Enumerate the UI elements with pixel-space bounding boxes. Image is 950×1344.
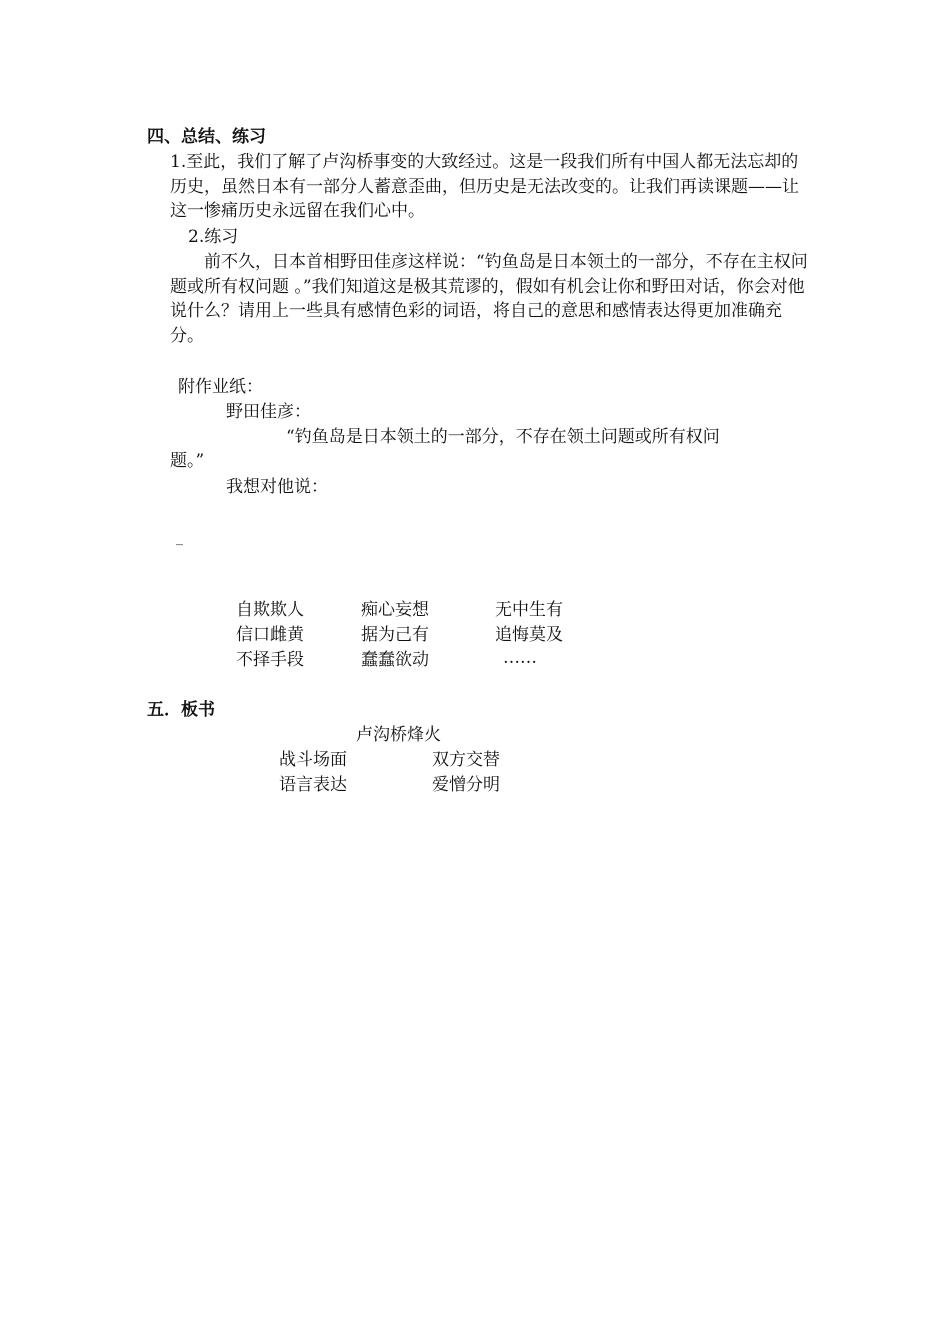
word-bank-ellipsis: …… <box>503 648 537 668</box>
answer-line-mark: _ <box>176 530 183 546</box>
word-bank-item: 蠢蠢欲动 <box>361 650 429 670</box>
board-item: 双方交替 <box>432 750 500 770</box>
word-bank-item: 自欺欺人 <box>236 600 304 620</box>
exercise-item-2-label: 2.练习 <box>188 227 239 247</box>
word-bank-item: 无中生有 <box>495 600 563 620</box>
worksheet-prompt: 我想对他说： <box>226 477 328 497</box>
exercise-item-1: 1.至此，我们了解了卢沟桥事变的大致经过。这是一段我们所有中国人都无法忘却的历史，虽然日本有一部分人蓄意歪曲，但历史是无法改变的。让我们再读课题——让这一惨痛历史永远留在我们心中。 <box>170 152 799 222</box>
section-5-heading: 五．板书 <box>147 700 215 720</box>
word-bank-item: 不择手段 <box>236 650 304 670</box>
section-4-heading: 四、总结、练习 <box>147 127 266 147</box>
word-bank-item: 追悔莫及 <box>495 625 563 645</box>
worksheet-addressee: 野田佳彦： <box>226 402 311 422</box>
board-item: 爱憎分明 <box>432 775 500 795</box>
board-title: 卢沟桥烽火 <box>356 725 441 745</box>
worksheet-title: 附作业纸： <box>178 377 263 397</box>
worksheet-quote-line-1: “钓鱼岛是日本领土的一部分，不存在领土问题或所有权问 <box>286 427 720 447</box>
board-item: 战斗场面 <box>279 750 347 770</box>
board-item: 语言表达 <box>279 775 347 795</box>
word-bank-item: 据为己有 <box>361 625 429 645</box>
word-bank-item: 痴心妄想 <box>361 600 429 620</box>
word-bank-item: 信口雌黄 <box>236 625 304 645</box>
worksheet-quote-line-2: 题。” <box>170 451 205 471</box>
exercise-item-2-text: 前不久，日本首相野田佳彦这样说：“钓鱼岛是日本领土的一部分，不存在主权问题或所有权问题 。”我们知道这是极其荒谬的，假如有机会让你和野田对话，你会对他说什么？请用上一些具有感情色彩的词语，将自己的意思和感情表达得更加准确充分。 <box>170 252 808 346</box>
